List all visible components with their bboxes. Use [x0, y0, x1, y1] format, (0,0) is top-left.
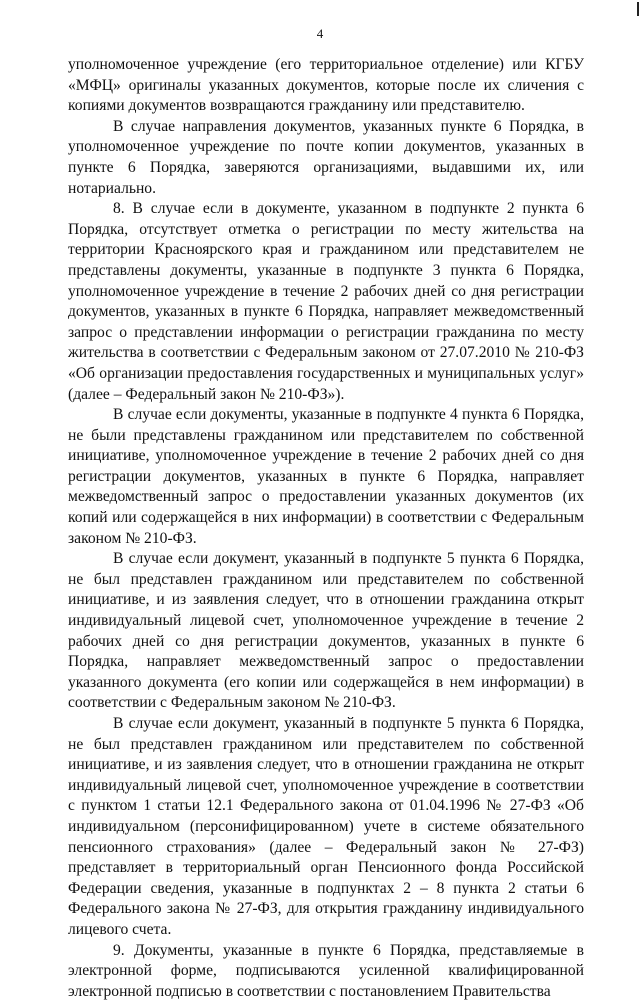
paragraph-item-8-subpoint-4: В случае если документы, указанные в подпункте 4 пункта 6 Порядка, не были представлены гражданином или представителем по собственной инициативе, уполномоченное учреждение в течение 2 рабочих дней со дня регистрации документов, указанных в пункте 6 Порядка, направляет межведомственный запрос о предоставлении указанных документов (их копий или содержащейся в них информации) в соответствии с Федеральным законом № 210-ФЗ.	[68, 406, 584, 547]
paragraph-continuation: уполномоченное учреждение (его территориальное отделение) или КГБУ «МФЦ» оригиналы указанных документов, которые после их сличения с копиями документов возвращаются гражданину или представителю.	[68, 56, 584, 115]
paragraph-item-9: 9. Документы, указанные в пункте 6 Порядка, представляемые в электронной форме, подписываются усиленной квалифицированной электронной подписью в соответствии с постановлением Правительства	[68, 941, 584, 1000]
paragraph-item-8-account-not-opened: В случае если документ, указанный в подпункте 5 пункта 6 Порядка, не был представлен гражданином или представителем по собственной инициативе, и из заявления следует, что в отношении гражданина не открыт индивидуальный лицевой счет, уполномоченное учреждение в соответствии с пунктом 1 статьи 12.1 Федерального закона от 01.04.1996 № 27-ФЗ «Об индивидуальном (персонифицированном) учете в системе обязательного пенсионного страхования» (далее – Федеральный закон № 27-ФЗ) представляет в территориальный орган Пенсионного фонда Российской Федерации сведения, указанные в подпунктах 2 – 8 пункта 2 статьи 6 Федерального закона № 27-ФЗ, для открытия гражданину индивидуального лицевого счета.	[68, 715, 584, 938]
paragraph-item-8: 8. В случае если в документе, указанном в подпункте 2 пункта 6 Порядка, отсутствует отметка о регистрации по месту жительства на территории Красноярского края и гражданином или представителем не представлены документы, указанные в подпункте 3 пункта 6 Порядка, уполномоченное учреждение в течение 2 рабочих дней со дня регистрации документов, указанных в пункте 6 Порядка, направляет межведомственный запрос о представлении информации о регистрации гражданина по месту жительства в соответствии с Федеральным законом от 27.07.2010 № 210-ФЗ «Об организации предоставления государственных и муниципальных услуг» (далее – Федеральный закон № 210-ФЗ»).	[68, 200, 584, 403]
page-number: 4	[316, 26, 324, 41]
paragraph-postal-submission: В случае направления документов, указанных пункте 6 Порядка, в уполномоченное учреждение по почте копии документов, указанных в пункте 6 Порядка, заверяются организациями, выдавшими их, или нотариально.	[68, 117, 584, 197]
scan-edge-mark	[637, 2, 639, 16]
paragraph-item-8-account-opened: В случае если документ, указанный в подпункте 5 пункта 6 Порядка, не был представлен гражданином или представителем по собственной инициативе, и из заявления следует, что в отношении гражданина открыт индивидуальный лицевой счет, уполномоченное учреждение в течение 2 рабочих дней со дня регистрации документов, указанных в пункте 6 Порядка, направляет межведомственный запрос о предоставлении указанного документа (его копии или содержащейся в нем информации) в соответствии с Федеральным законом № 210-ФЗ.	[68, 550, 584, 712]
body-text	[68, 55, 584, 1002]
